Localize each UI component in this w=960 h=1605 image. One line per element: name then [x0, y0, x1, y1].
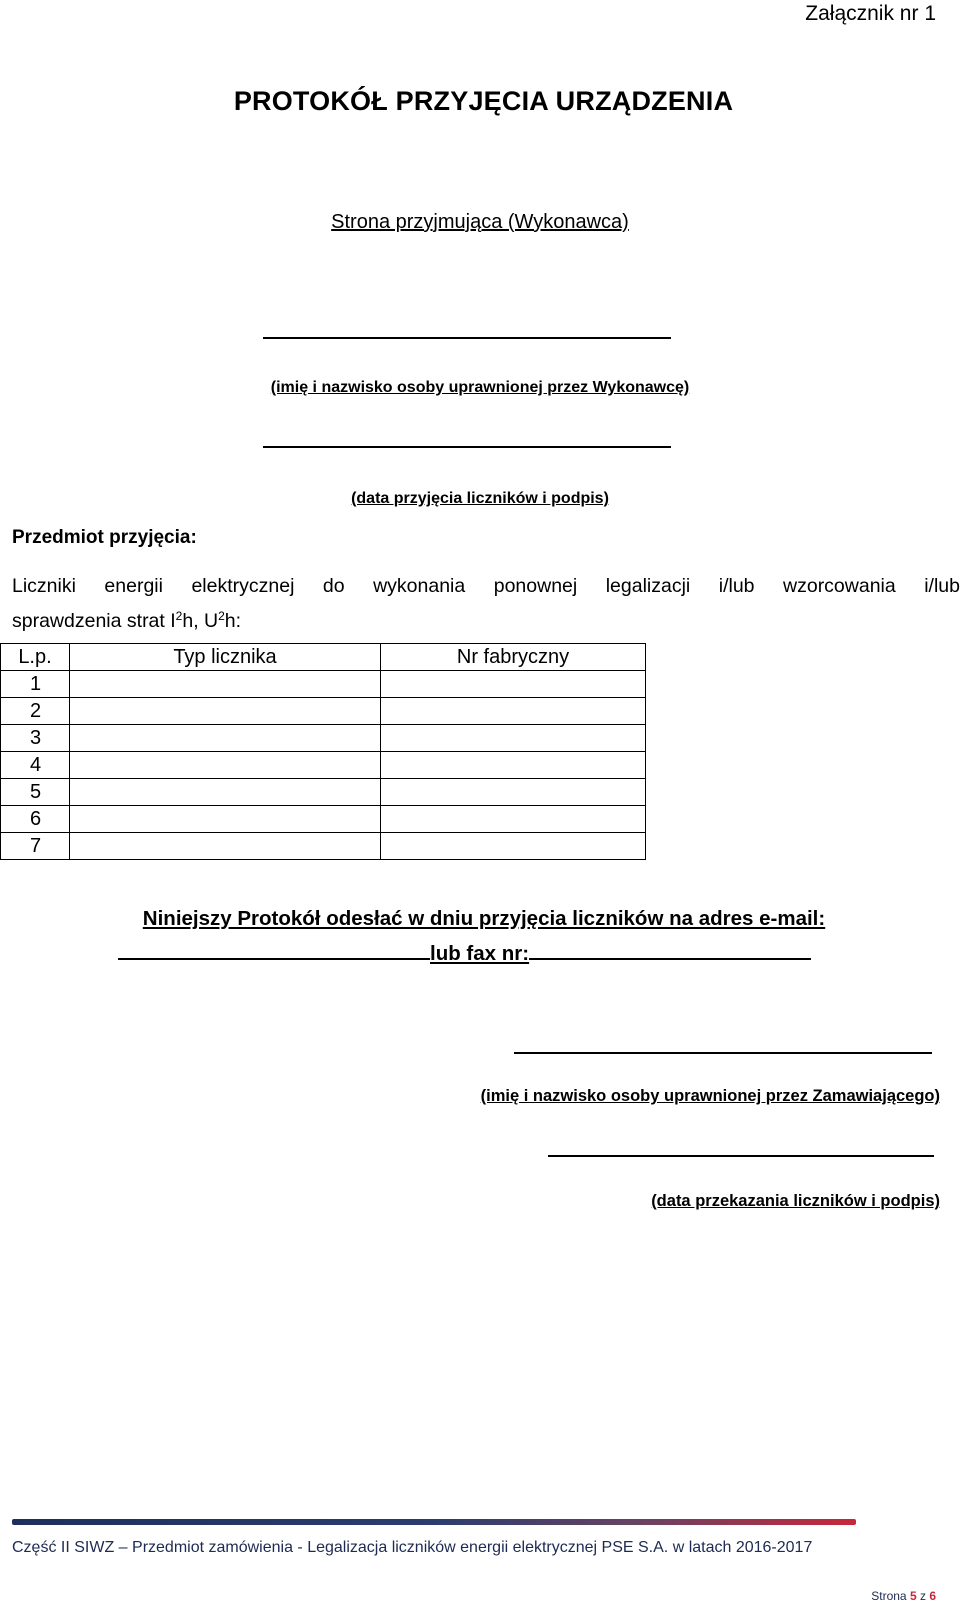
row-number: 3	[1, 725, 70, 752]
contractor-name-caption: (imię i nazwisko osoby uprawnionej przez Wykonawcę)	[270, 379, 690, 396]
page-number: Strona 5 z 6	[871, 1589, 936, 1603]
serial-number-cell[interactable]	[381, 725, 646, 752]
meter-type-cell[interactable]	[70, 833, 381, 860]
client-name-caption: (imię i nazwisko osoby uprawnionej przez Zamawiającego)	[480, 1087, 940, 1105]
table-row	[1, 671, 646, 698]
serial-number-cell[interactable]	[381, 833, 646, 860]
handover-date-line	[548, 1155, 934, 1157]
meter-type-cell[interactable]	[70, 806, 381, 833]
table-row	[1, 833, 646, 860]
subject-description-line1: Liczniki energii elektrycznej do wykonania ponownej legalizacji i/lub wzorcowania i/lub	[12, 575, 960, 597]
annex-label: Załącznik nr 1	[805, 2, 936, 25]
footer-divider	[12, 1519, 856, 1525]
meter-type-cell[interactable]	[70, 671, 381, 698]
column-header-meter-type: Typ licznika	[70, 644, 381, 671]
client-name-line	[514, 1052, 932, 1054]
document-title: PROTOKÓŁ PRZYJĘCIA URZĄDZENIA	[233, 86, 734, 116]
serial-number-cell[interactable]	[381, 698, 646, 725]
row-number: 1	[1, 671, 70, 698]
meter-type-cell[interactable]	[70, 779, 381, 806]
subject-heading: Przedmiot przyjęcia:	[12, 527, 197, 548]
return-notice: Niniejszy Protokół odesłać w dniu przyjęcia liczników na adres e-mail:	[142, 907, 826, 930]
meter-type-cell[interactable]	[70, 752, 381, 779]
receiving-party-heading: Strona przyjmująca (Wykonawca)	[331, 211, 629, 233]
row-number: 4	[1, 752, 70, 779]
fax-label: lub fax nr:	[430, 942, 530, 965]
contractor-name-line	[263, 337, 671, 339]
row-number: 6	[1, 806, 70, 833]
table-row	[1, 725, 646, 752]
serial-number-cell[interactable]	[381, 806, 646, 833]
meter-type-cell[interactable]	[70, 698, 381, 725]
serial-number-cell[interactable]	[381, 671, 646, 698]
row-number: 7	[1, 833, 70, 860]
footer-text: Część II SIWZ – Przedmiot zamówienia - Legalizacja liczników energii elektrycznej PSE S.A. w latach 2016-2017	[12, 1539, 813, 1556]
acceptance-date-line	[263, 446, 671, 448]
table-row	[1, 806, 646, 833]
serial-number-cell[interactable]	[381, 779, 646, 806]
meters-table	[0, 643, 646, 860]
table-header-row	[1, 644, 646, 671]
email-fax-line	[118, 936, 811, 966]
fax-blank[interactable]	[529, 936, 811, 960]
subject-description-line2: sprawdzenia strat $I^2h$, $U^2h$:	[12, 609, 242, 632]
acceptance-date-caption: (data przyjęcia liczników i podpis)	[351, 490, 609, 507]
table-row	[1, 779, 646, 806]
serial-number-cell[interactable]	[381, 752, 646, 779]
email-blank[interactable]	[118, 936, 430, 960]
row-number: 5	[1, 779, 70, 806]
column-header-lp: L.p.	[1, 644, 70, 671]
handover-date-caption: (data przekazania liczników i podpis)	[651, 1192, 940, 1210]
column-header-serial-number: Nr fabryczny	[381, 644, 646, 671]
table-row	[1, 752, 646, 779]
row-number: 2	[1, 698, 70, 725]
meter-type-cell[interactable]	[70, 725, 381, 752]
table-row	[1, 698, 646, 725]
